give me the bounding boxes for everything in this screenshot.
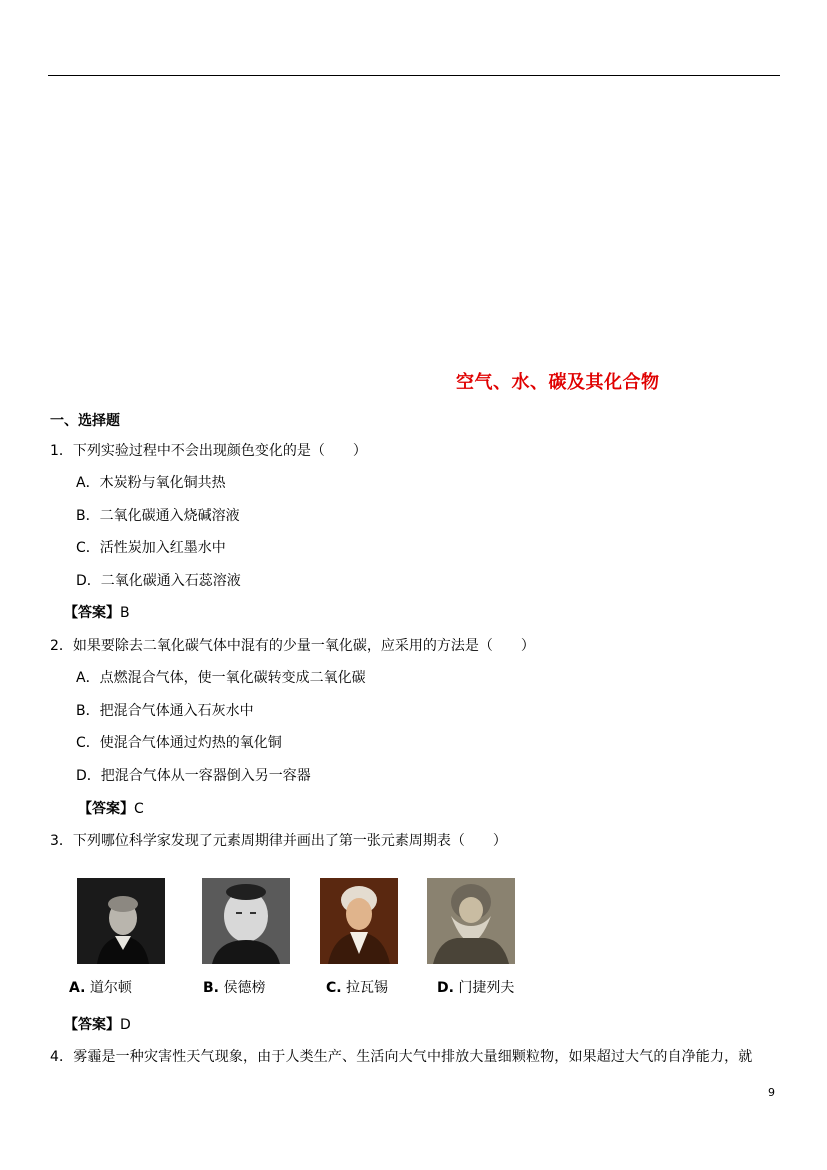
answer-label: 【答案】: [64, 605, 120, 621]
section-heading: 一、选择题: [50, 413, 120, 429]
question-1-answer: [64, 604, 130, 622]
question-3-answer: [64, 1016, 131, 1034]
portrait-dalton: [77, 878, 165, 964]
question-1-option-c: C．活性炭加入红墨水中: [76, 540, 226, 556]
portrait-hou-debang: [202, 878, 290, 964]
caption-letter: D.: [437, 980, 454, 996]
caption-name: 侯德榜: [223, 980, 266, 996]
answer-value: C: [134, 801, 144, 817]
answer-label: 【答案】: [64, 1017, 120, 1033]
question-1-option-a: A．木炭粉与氧化铜共热: [76, 475, 226, 491]
question-1-option-b: B．二氧化碳通入烧碱溶液: [76, 508, 240, 524]
caption-b: [203, 977, 265, 997]
question-2-option-d: D．把混合气体从一容器倒入另一容器: [76, 768, 311, 784]
caption-d: [437, 977, 514, 997]
caption-letter: C.: [326, 980, 342, 996]
caption-name: 拉瓦锡: [346, 980, 389, 996]
document-title: 空气、水、碳及其化合物: [456, 372, 660, 393]
question-2-answer: [78, 800, 144, 818]
portrait-lavoisier: [320, 878, 398, 964]
page-number: 9: [768, 1086, 775, 1099]
portrait-mendeleev: [427, 878, 515, 964]
caption-a: [69, 977, 132, 997]
caption-letter: B.: [203, 980, 219, 996]
caption-name: 门捷列夫: [458, 980, 515, 996]
answer-label: 【答案】: [78, 801, 134, 817]
question-4-stem: 4．雾霾是一种灾害性天气现象，由于人类生产、生活向大气中排放大量细颗粒物，如果超过大气的自净能力，就: [50, 1049, 753, 1065]
question-1-stem: 1．下列实验过程中不会出现颜色变化的是（ ）: [50, 443, 367, 459]
question-2-option-c: C．使混合气体通过灼热的氧化铜: [76, 735, 282, 751]
caption-name: 道尔顿: [89, 980, 132, 996]
question-2-stem: 2．如果要除去二氧化碳气体中混有的少量一氧化碳，应采用的方法是（ ）: [50, 638, 535, 654]
question-1-option-d: D．二氧化碳通入石蕊溶液: [76, 573, 241, 589]
answer-value: D: [120, 1017, 131, 1033]
answer-value: B: [120, 605, 130, 621]
caption-letter: A.: [69, 980, 86, 996]
header-rule: [48, 75, 780, 76]
question-2-option-a: A．点燃混合气体，使一氧化碳转变成二氧化碳: [76, 670, 366, 686]
question-2-option-b: B．把混合气体通入石灰水中: [76, 703, 254, 719]
caption-c: [326, 977, 388, 997]
question-3-stem: 3．下列哪位科学家发现了元素周期律并画出了第一张元素周期表（ ）: [50, 833, 507, 849]
